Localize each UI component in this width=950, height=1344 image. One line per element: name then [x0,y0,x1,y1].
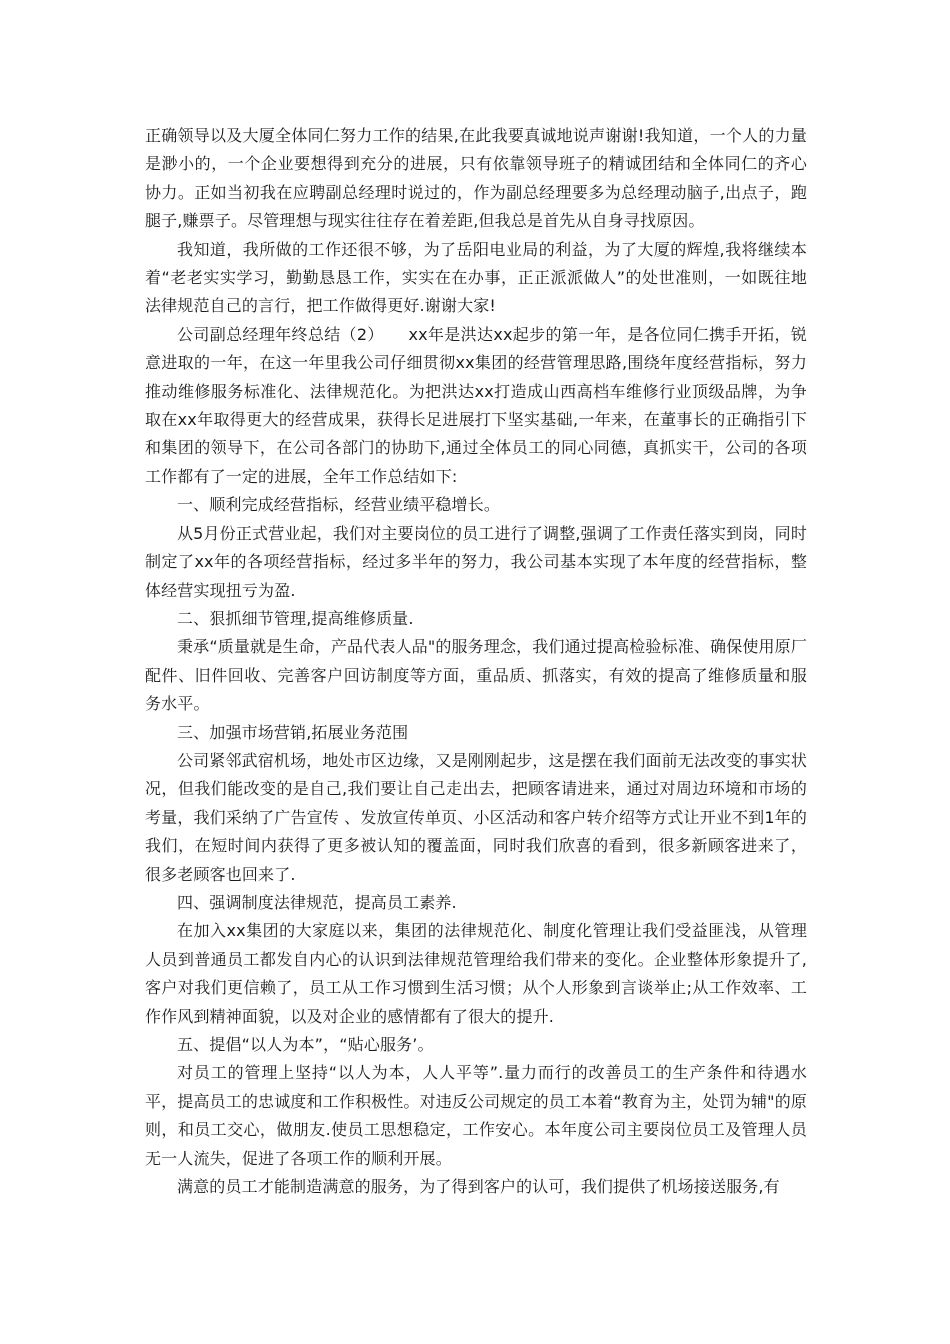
section-heading-3: 三、加强市场营销,拓展业务范围 [177,722,409,742]
section-heading-5: 五、提倡“以人为本”，“贴心服务’。 [177,1035,434,1054]
section-heading-1: 一、顺利完成经营指标，经营业绩平稳增长。 [177,495,501,515]
paragraph-service: 满意的员工才能制造满意的服务，为了得到客户的认可，我们提供了机场接送服务,有 [177,1177,780,1197]
paragraph-section-3: 公司紧邻武宿机场，地处市区边缘，又是刚刚起步，这是摆在我们面前无法改变的事实状况，但我们能改变的是自己,我们要让自己走出去，把顾客请进来，通过对周边环境和市场的考量，我们采纳了广告宣传 、发放宣传单页、小区活动和客户转介绍等方式让开业不到1年的我们，在短时间内获得了更多被认知的覆盖面，同时我们欣喜的看到，很多新顾客进来了，很多老顾客也回来了. [145,750,807,884]
paragraph-section-2: 秉承“质量就是生命，产品代表人品"的服务理念，我们通过提高检验标准、确保使用原厂配件、旧件回收、完善客户回访制度等方面，重品质、抓落实，有效的提高了维修质量和服务水平。 [145,637,807,714]
document-page [145,122,807,1201]
paragraph-section-1: 从5月份正式营业起，我们对主要岗位的员工进行了调整,强调了工作责任落实到岗，同时制定了xx年的各项经营指标，经过多半年的努力，我公司基本实现了本年度的经营指标，整体经营实现扭亏为盈. [145,523,807,600]
paragraph-section-5: 对员工的管理上坚持“以人为本，人人平等”.量力而行的改善员工的生产条件和待遇水平，提高员工的忠诚度和工作积极性。对违反公司规定的员工本着“教育为主，处罚为辅"的原则，和员工交心，做朋友.使员工思想稳定，工作安心。本年度公司主要岗位员工及管理人员无一人流失，促进了各项工作的顺利开展。 [145,1063,807,1168]
paragraph-summary-intro: 公司副总经理年终总结（2） xx年是洪达xx起步的第一年，是各位同仁携手开拓，锐意进取的一年，在这一年里我公司仔细贯彻xx集团的经营管理思路,围绕年度经营指标，努力推动维修服务标准化、法律规范化。为把洪达xx打造成山西高档车维修行业顶级品牌，为争取在xx年取得更大的经营成果，获得长足进展打下坚实基础,一年来，在董事长的正确指引下和集团的领导下，在公司各部门的协助下,通过全体员工的同心同德，真抓实干，公司的各项工作都有了一定的进展，全年工作总结如下: [145,324,807,486]
paragraph-section-4: 在加入xx集团的大家庭以来，集团的法律规范化、制度化管理让我们受益匪浅，从管理人员到普通员工都发自内心的认识到法律规范管理给我们带来的变化。企业整体形象提升了,客户对我们更信赖了，员工从工作习惯到生活习惯；从个人形象到言谈举止;从工作效率、工作作风到精神面貌，以及对企业的感情都有了很大的提升. [145,921,807,1026]
section-heading-4: 四、强调制度法律规范，提高员工素养. [177,892,457,912]
paragraph-opening: 正确领导以及大厦全体同仁努力工作的结果,在此我要真诚地说声谢谢!我知道，一个人的力量是渺小的，一个企业要想得到充分的进展，只有依靠领导班子的精诚团结和全体同仁的齐心协力。正如当初我在应聘副总经理时说过的，作为副总经理要多为总经理动脑子,出点子，跑腿子,赚票子。尽管理想与现实往往存在着差距,但我总是首先从自身寻找原因。 [145,126,807,231]
paragraph-thanks: 我知道，我所做的工作还很不够，为了岳阳电业局的利益，为了大厦的辉煌,我将继续本着“老老实实学习，勤勤恳恳工作，实实在在办事，正正派派做人”的处世准则，一如既往地法律规范自己的言行，把工作做得更好.谢谢大家! [145,239,807,316]
section-heading-2: 二、狠抓细节管理,提高维修质量. [177,608,414,628]
